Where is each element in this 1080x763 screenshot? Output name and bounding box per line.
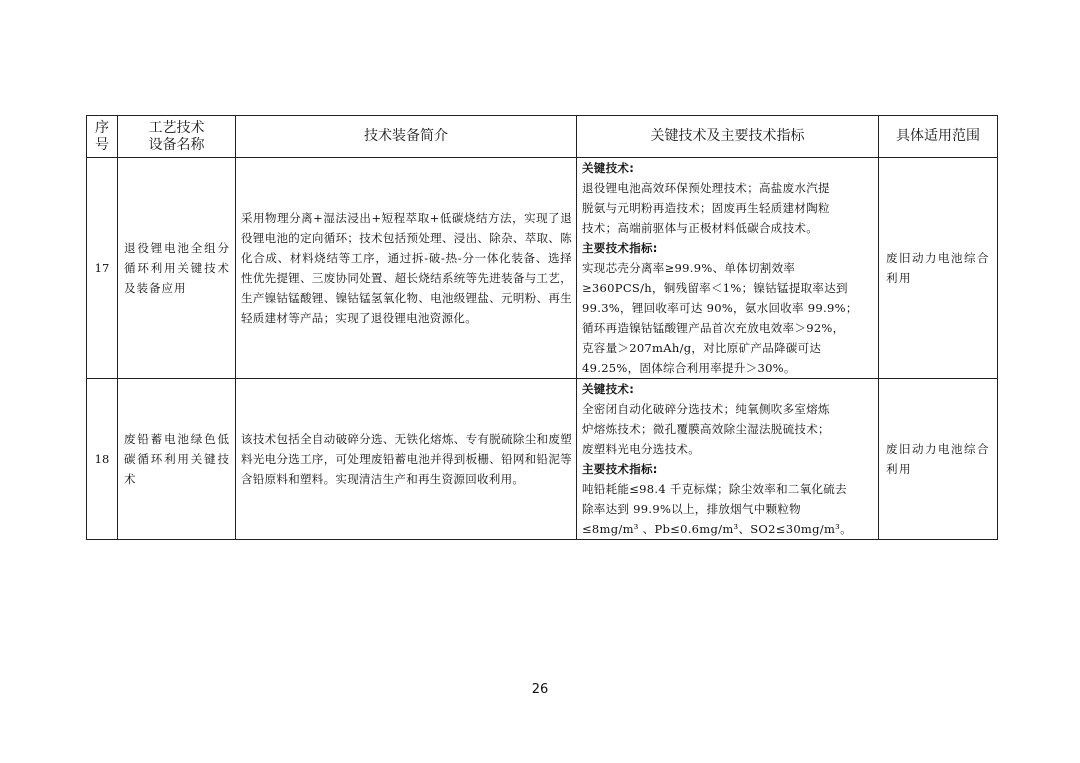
indicator-line: 99.3%，锂回收率可达 90%，氨水回收率 99.9%；	[582, 301, 858, 315]
key-tech-line: 炉熔炼技术；微孔覆膜高效除尘湿法脱硫技术；	[582, 422, 830, 436]
indicator-line: 克容量＞207mAh/g，对比原矿产品降碳可达	[582, 341, 822, 355]
indicator-line: 除率达到 99.9%以上，排放烟气中颗粒物	[582, 502, 801, 516]
row-name: 废铅蓄电池绿色低碳循环利用关键技术	[118, 379, 236, 540]
row-key-tech	[577, 158, 879, 379]
header-key-tech: 关键技术及主要技术指标	[577, 116, 879, 158]
indicator-line: ≤8mg/m³ 、Pb≤0.6mg/m³、SO2≤30mg/m³。	[582, 522, 852, 536]
table-row	[87, 379, 998, 540]
row-seq: 17	[87, 158, 118, 379]
indicator-line: 循环再造镍钴锰酸锂产品首次充放电效率＞92%，	[582, 321, 845, 335]
row-name: 退役锂电池全组分循环利用关键技术及装备应用	[118, 158, 236, 379]
key-tech-line: 退役锂电池高效环保预处理技术；高盐废水汽提	[582, 181, 830, 195]
header-name: 工艺技术设备名称	[118, 116, 236, 158]
header-scope: 具体适用范围	[879, 116, 998, 158]
key-tech-line: 脱氨与元明粉再造技术；固废再生轻质建材陶粒	[582, 201, 830, 215]
row-seq: 18	[87, 379, 118, 540]
indicator-line: 49.25%，固体综合利用率提升＞30%。	[582, 361, 796, 375]
row-key-tech	[577, 379, 879, 540]
header-seq: 序号	[87, 116, 118, 158]
row-intro: 采用物理分离+湿法浸出+短程萃取+低碳烧结方法，实现了退役锂电池的定向循环；技术包括预处理、浸出、除杂、萃取、陈化合成、材料烧结等工序，通过拆-破-热-分一体化装备、选择性优先提锂、三废协同处置、超长烧结系统等先进装备与工艺，生产镍钴锰酸锂、镍钴锰氢氧化物、电池级锂盐、元明粉、再生轻质建材等产品；实现了退役锂电池资源化。	[236, 158, 577, 379]
key-tech-label: 关键技术:	[582, 382, 635, 396]
row-scope: 废旧动力电池综合利用	[879, 379, 998, 540]
key-tech-line: 技术；高端前驱体与正极材料低碳合成技术。	[582, 221, 818, 235]
table-row	[87, 158, 998, 379]
table-header-row	[87, 116, 998, 158]
indicators-label: 主要技术指标:	[582, 462, 658, 476]
indicator-line: ≥360PCS/h，铜残留率＜1%；镍钴锰提取率达到	[582, 281, 848, 295]
header-intro: 技术装备简介	[236, 116, 577, 158]
row-intro: 该技术包括全自动破碎分选、无铁化熔炼、专有脱硫除尘和废塑料光电分选工序，可处理废铅蓄电池并得到板栅、铅网和铅泥等含铅原料和塑料。实现清洁生产和再生资源回收利用。	[236, 379, 577, 540]
key-tech-line: 全密闭自动化破碎分选技术；纯氧侧吹多室熔炼	[582, 402, 830, 416]
technology-table	[86, 115, 998, 540]
indicator-line: 吨铅耗能≤98.4 千克标煤；除尘效率和二氧化硫去	[582, 482, 847, 496]
row-scope: 废旧动力电池综合利用	[879, 158, 998, 379]
key-tech-label: 关键技术:	[582, 161, 635, 175]
key-tech-line: 废塑料光电分选技术。	[582, 442, 700, 456]
page-number: 26	[531, 682, 549, 697]
indicator-line: 实现芯壳分离率≥99.9%、单体切割效率	[582, 261, 796, 275]
indicators-label: 主要技术指标:	[582, 241, 658, 255]
